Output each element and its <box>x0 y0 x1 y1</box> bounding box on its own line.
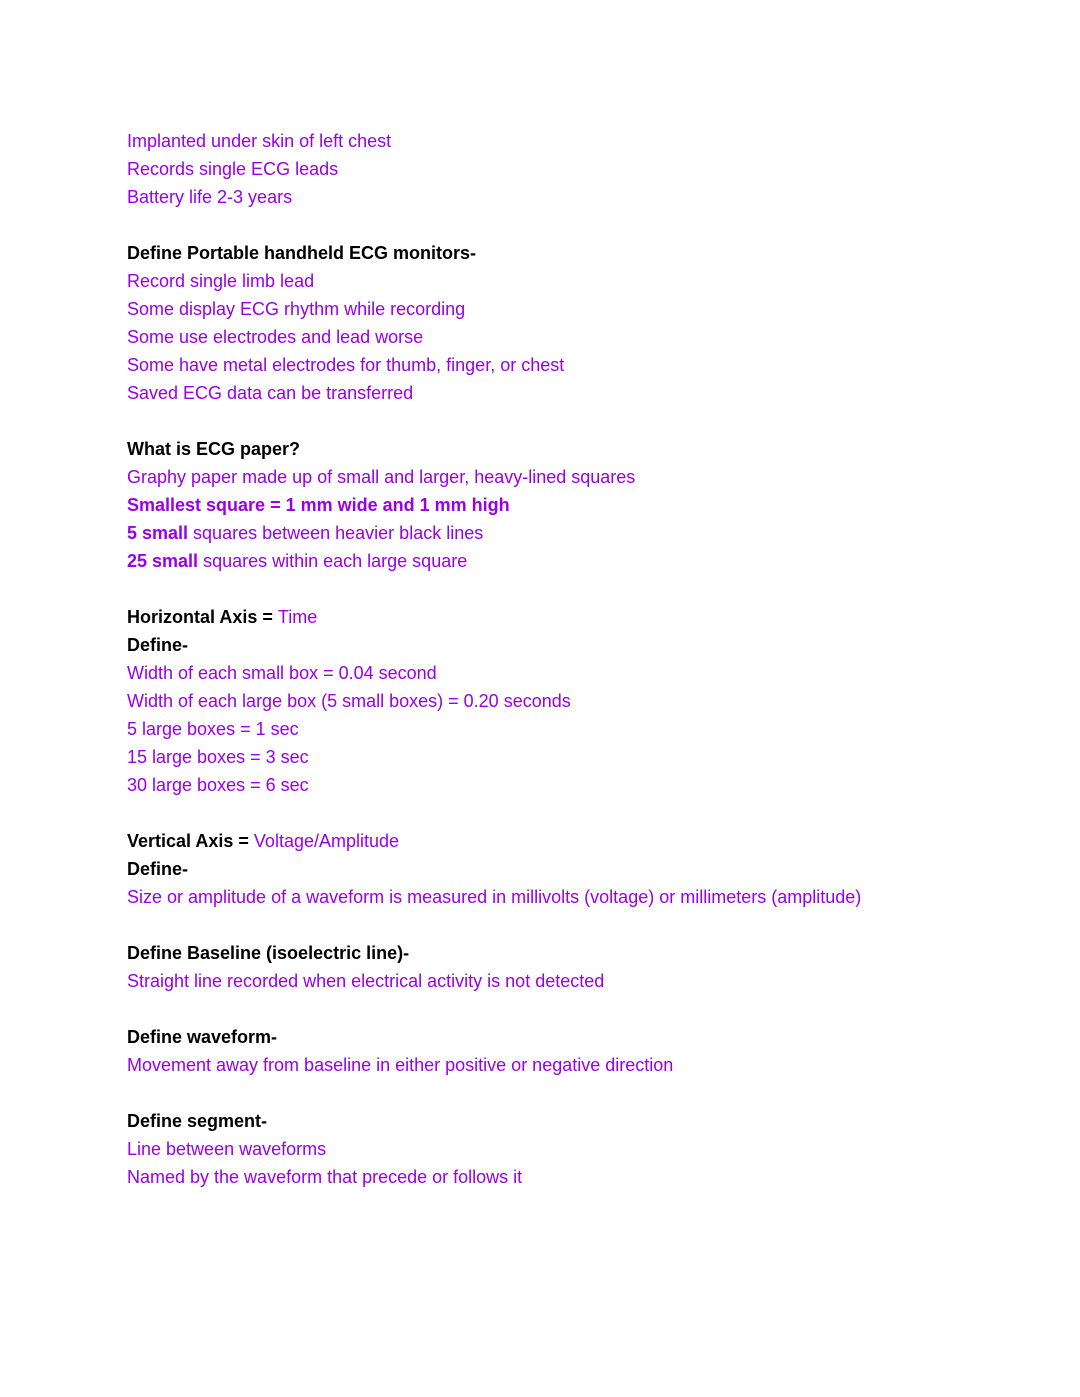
paragraph-block <box>127 435 949 575</box>
text-line <box>127 631 949 659</box>
paragraph-block <box>127 239 949 407</box>
text-line <box>127 967 949 995</box>
text-line <box>127 295 949 323</box>
text-line <box>127 687 949 715</box>
text-segment: Some use electrodes and lead worse <box>127 327 424 347</box>
text-line <box>127 491 949 519</box>
text-line <box>127 659 949 687</box>
text-line <box>127 1163 949 1191</box>
text-segment: Battery life 2-3 years <box>127 187 293 207</box>
text-segment: Width of each large box (5 small boxes) = 0.20 seconds <box>127 691 571 711</box>
text-segment: Define- <box>127 859 189 879</box>
text-segment: Define Baseline (isoelectric line)- <box>127 943 410 963</box>
text-line <box>127 1107 949 1135</box>
text-segment: Records single ECG leads <box>127 159 339 179</box>
text-line <box>127 519 949 547</box>
paragraph-block <box>127 127 949 211</box>
text-line <box>127 715 949 743</box>
paragraph-block <box>127 939 949 995</box>
text-line <box>127 379 949 407</box>
text-segment: Define segment- <box>127 1111 268 1131</box>
text-segment: Voltage/Amplitude <box>253 831 400 851</box>
text-segment: Time <box>277 607 318 627</box>
text-segment: squares between heavier black lines <box>188 523 484 543</box>
text-line <box>127 267 949 295</box>
text-line <box>127 883 949 911</box>
text-line <box>127 239 949 267</box>
text-line <box>127 323 949 351</box>
text-line <box>127 351 949 379</box>
text-segment: 15 large boxes = 3 sec <box>127 747 309 767</box>
text-line <box>127 435 949 463</box>
text-line <box>127 155 949 183</box>
text-line <box>127 1051 949 1079</box>
text-line <box>127 127 949 155</box>
text-segment: Vertical Axis = <box>127 831 254 851</box>
paragraph-block <box>127 1023 949 1079</box>
text-line <box>127 547 949 575</box>
text-segment: Some have metal electrodes for thumb, finger, or chest <box>127 355 565 375</box>
text-segment: 5 large boxes = 1 sec <box>127 719 299 739</box>
text-line <box>127 771 949 799</box>
text-segment: squares within each large square <box>198 551 468 571</box>
text-line <box>127 1135 949 1163</box>
text-line <box>127 463 949 491</box>
text-line <box>127 855 949 883</box>
text-segment: Horizontal Axis = <box>127 607 278 627</box>
paragraph-block <box>127 827 949 911</box>
text-segment: Saved ECG data can be transferred <box>127 383 414 403</box>
text-segment: Implanted under skin of left chest <box>127 131 392 151</box>
text-segment: Line between waveforms <box>127 1139 327 1159</box>
paragraph-block <box>127 1107 949 1191</box>
text-line <box>127 743 949 771</box>
document-body <box>127 127 949 1219</box>
text-segment: Width of each small box = 0.04 second <box>127 663 437 683</box>
text-segment: 5 small <box>127 523 189 543</box>
text-line <box>127 1023 949 1051</box>
text-segment: 25 small <box>127 551 199 571</box>
text-line <box>127 939 949 967</box>
text-segment: Smallest square = 1 mm wide and 1 mm high <box>127 495 510 515</box>
text-segment: Some display ECG rhythm while recording <box>127 299 466 319</box>
text-segment: Movement away from baseline in either positive or negative direction <box>127 1055 674 1075</box>
text-line <box>127 603 949 631</box>
text-segment: Graphy paper made up of small and larger, heavy-lined squares <box>127 467 636 487</box>
text-segment: Define- <box>127 635 189 655</box>
text-segment: Define Portable handheld ECG monitors- <box>127 243 477 263</box>
paragraph-block <box>127 603 949 799</box>
text-segment: Record single limb lead <box>127 271 315 291</box>
text-line <box>127 827 949 855</box>
text-segment: Named by the waveform that precede or follows it <box>127 1167 523 1187</box>
text-segment: Straight line recorded when electrical activity is not detected <box>127 971 605 991</box>
text-segment: 30 large boxes = 6 sec <box>127 775 309 795</box>
text-segment: Size or amplitude of a waveform is measured in millivolts (voltage) or millimeters (amplitude) <box>127 887 862 907</box>
text-line <box>127 183 949 211</box>
text-segment: Define waveform- <box>127 1027 278 1047</box>
text-segment: What is ECG paper? <box>127 439 301 459</box>
